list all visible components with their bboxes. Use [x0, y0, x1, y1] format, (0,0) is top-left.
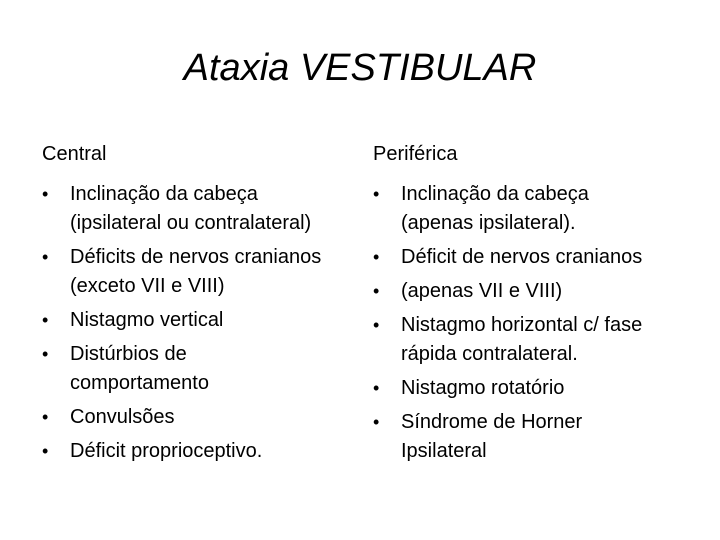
list-item [373, 408, 683, 466]
item-line: Ipsilateral [401, 440, 487, 462]
item-line: (exceto VII e VIII) [70, 275, 225, 297]
item-line: Síndrome de Horner [401, 411, 583, 433]
list-item [42, 243, 352, 301]
bullet-icon: • [42, 344, 49, 364]
bullet-icon: • [42, 184, 49, 204]
item-line: (ipsilateral ou contralateral) [70, 212, 312, 234]
list-item [373, 243, 683, 272]
item-line: (apenas ipsilateral). [401, 212, 576, 234]
item-line: Inclinação da cabeça [70, 183, 258, 205]
list-item [373, 180, 683, 238]
item-line: Nistagmo horizontal c/ fase [401, 314, 643, 336]
bullet-icon: • [373, 281, 380, 301]
bullet-icon: • [373, 378, 380, 398]
item-line: Distúrbios de [70, 343, 187, 365]
list-item [42, 403, 352, 432]
list-item [373, 311, 683, 369]
item-line: Inclinação da cabeça [401, 183, 589, 205]
bullet-icon: • [42, 441, 49, 461]
bullet-icon: • [373, 184, 380, 204]
bullet-icon: • [373, 247, 380, 267]
item-line: Convulsões [70, 406, 175, 428]
central-header: Central [42, 143, 107, 165]
list-item [42, 306, 352, 335]
list-item [373, 277, 683, 306]
item-line: Déficit de nervos cranianos [401, 246, 643, 268]
item-line: (apenas VII e VIII) [401, 280, 563, 302]
central-list [42, 180, 352, 466]
bullet-icon: • [42, 407, 49, 427]
periferica-column [373, 140, 683, 471]
bullet-icon: • [42, 310, 49, 330]
list-item [42, 437, 352, 466]
item-line: Nistagmo rotatório [401, 377, 565, 399]
list-item [373, 374, 683, 403]
item-line: comportamento [70, 372, 209, 394]
list-item [42, 180, 352, 238]
periferica-list [373, 180, 683, 466]
item-line: Déficits de nervos cranianos [70, 246, 322, 268]
item-line: Déficit proprioceptivo. [70, 440, 263, 462]
list-item [42, 340, 352, 398]
periferica-header: Periférica [373, 143, 458, 165]
item-line: Nistagmo vertical [70, 309, 224, 331]
bullet-icon: • [373, 412, 380, 432]
bullet-icon: • [42, 247, 49, 267]
item-line: rápida contralateral. [401, 343, 578, 365]
central-column [42, 140, 352, 471]
slide-title: Ataxia VESTIBULAR [183, 47, 537, 89]
bullet-icon: • [373, 315, 380, 335]
